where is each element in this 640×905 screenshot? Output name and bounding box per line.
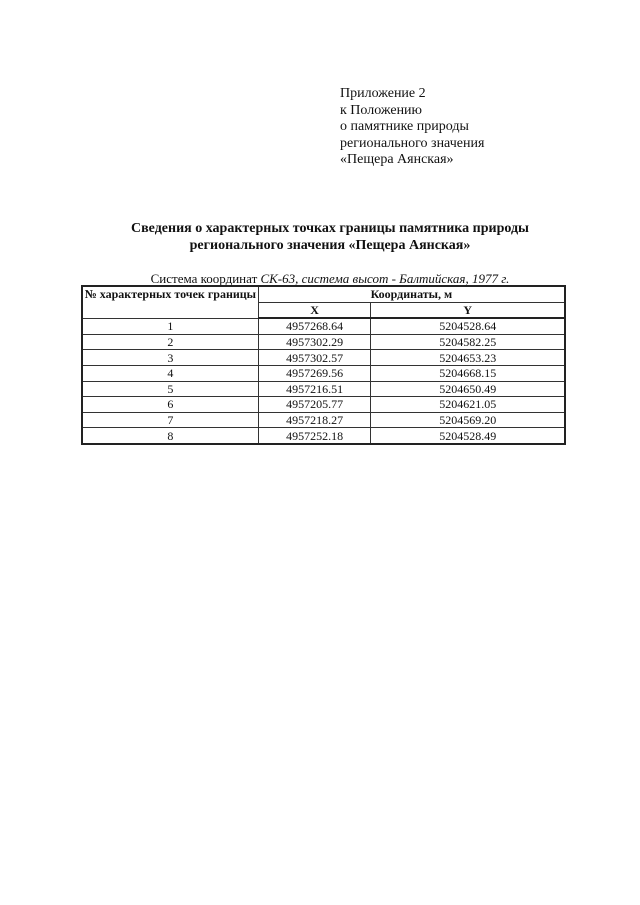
point-number: 8 <box>82 428 258 444</box>
table-row <box>82 397 565 413</box>
table-row <box>82 365 565 381</box>
coord-y: 5204582.25 <box>371 334 565 350</box>
point-number: 4 <box>82 365 258 381</box>
coord-x: 4957252.18 <box>258 428 371 444</box>
coord-x: 4957216.51 <box>258 381 371 397</box>
coord-y: 5204650.49 <box>371 381 565 397</box>
coord-y: 5204569.20 <box>371 412 565 428</box>
table-row <box>82 318 565 334</box>
coordinate-system-value: СК-63, система высот - Балтийская, 1977 г. <box>260 271 510 286</box>
coord-x: 4957205.77 <box>258 397 371 413</box>
coord-y: 5204528.64 <box>371 318 565 334</box>
table-row <box>82 334 565 350</box>
coordinate-system-caption <box>80 271 580 286</box>
appendix-line: к Положению <box>340 102 423 118</box>
table-row <box>82 350 565 366</box>
coord-y: 5204668.15 <box>371 365 565 381</box>
document-title-line: регионального значения «Пещера Аянская» <box>189 238 471 253</box>
table-row <box>82 428 565 444</box>
point-number: 6 <box>82 397 258 413</box>
header-y: Y <box>371 302 565 318</box>
point-number: 2 <box>82 334 258 350</box>
table-row <box>82 381 565 397</box>
header-coordinates: Координаты, м <box>258 286 565 302</box>
coord-y: 5204528.49 <box>371 428 565 444</box>
appendix-line: регионального значения <box>340 135 485 151</box>
coord-y: 5204621.05 <box>371 397 565 413</box>
coordinate-system-label: Система координат <box>150 271 261 286</box>
coord-x: 4957218.27 <box>258 412 371 428</box>
boundary-points-table <box>81 285 566 445</box>
appendix-line: о памятнике природы <box>340 119 469 134</box>
appendix-reference <box>340 86 484 169</box>
document-title <box>60 220 600 254</box>
appendix-line: «Пещера Аянская» <box>340 152 454 167</box>
coord-x: 4957302.29 <box>258 334 371 350</box>
coord-x: 4957302.57 <box>258 350 371 366</box>
appendix-line: Приложение 2 <box>340 86 426 101</box>
coord-x: 4957268.64 <box>258 318 371 334</box>
point-number: 7 <box>82 412 258 428</box>
coord-x: 4957269.56 <box>258 365 371 381</box>
header-x: X <box>258 302 371 318</box>
header-point-number: № характерных точек границы <box>82 286 258 318</box>
document-title-line: Сведения о характерных точках границы памятника природы <box>131 221 529 236</box>
coord-y: 5204653.23 <box>371 350 565 366</box>
point-number: 1 <box>82 318 258 334</box>
table-row <box>82 412 565 428</box>
point-number: 3 <box>82 350 258 366</box>
point-number: 5 <box>82 381 258 397</box>
